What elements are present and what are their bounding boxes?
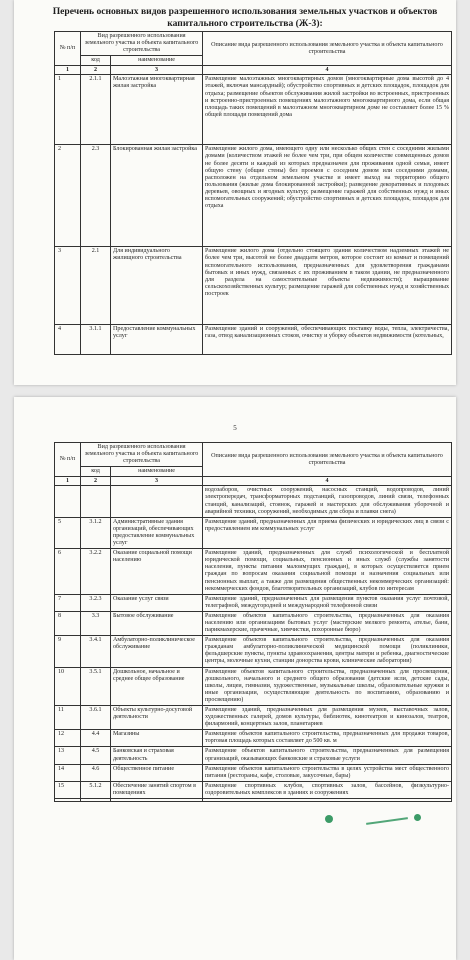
row-code: 3.1.1	[81, 325, 111, 355]
green-ink-scribble	[366, 817, 408, 825]
column-index: 4	[203, 477, 452, 486]
row-code: 3.6.1	[81, 706, 111, 730]
header-name: наименование	[111, 467, 203, 477]
row-name: Банковская и страховая деятельность	[111, 747, 203, 764]
table-row	[55, 517, 452, 548]
row-name: Дошкольное, начальное и среднее общее образование	[111, 667, 203, 705]
row-number: 10	[55, 667, 81, 705]
row-number: 4	[55, 325, 81, 355]
row-name: Амбулаторно-поликлиническое обслуживание	[111, 636, 203, 667]
document-page-1	[14, 0, 456, 385]
row-name: Бытовое обслуживание	[111, 611, 203, 635]
row-code: 3.3	[81, 611, 111, 635]
row-code: 4.6	[81, 764, 111, 781]
column-index: 3	[111, 477, 203, 486]
row-description	[203, 799, 452, 802]
row-name: Административные здания организаций, обеспечивающих предоставление коммунальных услуг	[111, 517, 203, 548]
header-num: № п/п	[55, 443, 81, 477]
header-description: Описание вида разрешенного использования земельного участка и объекта капитального строительства	[203, 32, 452, 66]
table-row	[55, 549, 452, 595]
row-number: 12	[55, 730, 81, 747]
page-number: 5	[233, 424, 237, 432]
green-ink-mark	[414, 814, 421, 821]
header-kind-group: Вид разрешенного использования земельного участка и объекта капитального строительства	[81, 32, 203, 56]
column-index: 1	[55, 66, 81, 75]
row-number: 5	[55, 517, 81, 548]
row-number: 14	[55, 764, 81, 781]
row-name: Оказание социальной помощи населению	[111, 549, 203, 595]
row-description: Размещение жилого дома, имеющего одну или несколько общих стен с соседними жилыми домами (количеством этажей не более чем три, при общем количестве совмещенных домов не более десяти и каждый из которых предназначен для проживания одной семьи, имеет общую стену (общие стены) без проемов с соседним домом или соседними домами, расположен на отдельном земельном участке и имеет выход на территорию общего пользования (жилые дома блокированной застройки); разведение декоративных и плодовых деревьев, овощных и ягодных культур; размещение гаражей для собственных нужд и иных вспомогательных сооружений; обустройство спортивных и детских площадок, площадок для отдыха	[203, 145, 452, 247]
table-row	[55, 636, 452, 667]
header-code: код	[81, 467, 111, 477]
column-index: 1	[55, 477, 81, 486]
green-ink-mark	[325, 815, 333, 823]
header-description: Описание вида разрешенного использования земельного участка и объекта капитального строительства	[203, 443, 452, 477]
row-description: Размещение жилого дома (отдельно стоящего здания количеством надземных этажей не более чем три, высотой не более двадцати метров, которое состоит из комнат и помещений вспомогательного использования, предназначенных для удовлетворения гражданами бытовых и иных нужд, связанных с их проживанием в таком здании, не предназначенного для раздела на самостоятельные объекты недвижимости); выращивание сельскохозяйственных культур; размещение гаражей для собственных нужд и хозяйственных построек	[203, 247, 452, 325]
row-name	[111, 799, 203, 802]
row-number: 2	[55, 145, 81, 247]
row-number: 9	[55, 636, 81, 667]
column-index-row	[55, 66, 452, 75]
document-page-2	[14, 397, 456, 960]
row-code: 3.1.2	[81, 517, 111, 548]
row-code: 4.5	[81, 747, 111, 764]
table-row	[55, 325, 452, 355]
row-code: 3.5.1	[81, 667, 111, 705]
column-index-row	[55, 477, 452, 486]
row-description: Размещение объектов капитального строительства, предназначенных для размещения организаций, оказывающих банковские и страховые услуги	[203, 747, 452, 764]
row-name: Общественное питание	[111, 764, 203, 781]
zoning-table-page-1	[54, 31, 452, 355]
row-number: 7	[55, 594, 81, 611]
table-row	[55, 706, 452, 730]
row-number: 13	[55, 747, 81, 764]
column-index: 2	[81, 66, 111, 75]
table-row	[55, 667, 452, 705]
row-number: 11	[55, 706, 81, 730]
row-code: 3.2.2	[81, 549, 111, 595]
row-code: 2.1	[81, 247, 111, 325]
zoning-table-page-2	[54, 442, 452, 802]
row-description: Размещение зданий, предназначенных для служб психологической и бесплатной юридической помощи, социальных, пенсионных и иных служб (службы занятости населения, пункты питания малоимущих граждан), в которых осуществляется прием граждан по вопросам оказания социальной помощи и назначения социальных или пенсионных выплат, а также для размещения общественных некоммерческих организаций: некоммерческих фондов, благотворительных организаций, клубов по интересам	[203, 549, 452, 595]
header-name: наименование	[111, 56, 203, 66]
row-description: Размещение объектов капитального строительства, предназначенных для просвещения, дошкольного, начального и среднего общего образования (детские ясли, детские сады, школы, лицеи, гимназии, художественные, музыкальные школы, образовательные кружки и иные организации, осуществляющие деятельность по воспитанию, образованию и просвещению)	[203, 667, 452, 705]
header-kind-group: Вид разрешенного использования земельного участка и объекта капитального строительства	[81, 443, 203, 467]
row-description: Размещение зданий и сооружений, обеспечивающих поставку воды, тепла, электричества, газа, отвод канализационных стоков, очистку и уборку объектов недвижимости (котельных,	[203, 325, 452, 355]
header-code: код	[81, 56, 111, 66]
row-code	[81, 486, 111, 517]
table-header-row	[55, 32, 452, 56]
row-description: Размещение объектов капитального строительства, предназначенных для оказания гражданам амбулаторно-поликлинической медицинской помощи (поликлиники, фельдшерские пункты, пункты здравоохранения, центры матери и ребенка, диагностические центры, молочные кухни, станции донорства крови, клинические лаборатории)	[203, 636, 452, 667]
row-code: 3.2.3	[81, 594, 111, 611]
row-number: 6	[55, 549, 81, 595]
row-number	[55, 799, 81, 802]
table-row	[55, 594, 452, 611]
row-name: Оказание услуг связи	[111, 594, 203, 611]
row-number: 15	[55, 781, 81, 798]
row-name: Для индивидуального жилищного строительства	[111, 247, 203, 325]
column-index: 4	[203, 66, 452, 75]
table-row	[55, 747, 452, 764]
row-description: Размещение зданий, предназначенных для размещения музеев, выставочных залов, художественных галерей, домов культуры, библиотек, кинотеатров и кинозалов, театров, филармоний, концертных залов, планетариев	[203, 706, 452, 730]
row-description: Размещение зданий, предназначенных для приема физических и юридических лиц в связи с предоставлением им коммунальных услуг	[203, 517, 452, 548]
table-row	[55, 799, 452, 802]
row-number: 3	[55, 247, 81, 325]
row-name: Малоэтажная многоквартирная жилая застройка	[111, 75, 203, 145]
row-name: Блокированная жилая застройка	[111, 145, 203, 247]
row-name: Предоставление коммунальных услуг	[111, 325, 203, 355]
document-title: Перечень основных видов разрешенного использования земельных участков и объектов капитального строительства (Ж-3):	[52, 6, 438, 29]
table-row	[55, 611, 452, 635]
table-row	[55, 730, 452, 747]
row-description: Размещение объектов капитального строительства, предназначенных для оказания населению или организациям бытовых услуг (мастерские мелкого ремонта, ателье, бани, парикмахерские, прачечные, химчистки, похоронные бюро)	[203, 611, 452, 635]
row-description: Размещение зданий, предназначенных для размещения пунктов оказания услуг почтовой, телеграфной, междугородней и международной телефонной связи	[203, 594, 452, 611]
row-description: водозаборов, очистных сооружений, насосных станций, водопроводов, линий электропередач, трансформаторных подстанций, газопроводов, линий связи, телефонных станций, канализаций, стоянок, гаражей и мастерских для обслуживания уборочной и аварийной техники, сооружений, необходимых для сбора и плавки снега)	[203, 486, 452, 517]
row-code: 4.4	[81, 730, 111, 747]
row-code: 2.3	[81, 145, 111, 247]
row-code	[81, 799, 111, 802]
row-description: Размещение малоэтажных многоквартирных домов (многоквартирные дома высотой до 4 этажей, включая мансардный); обустройство спортивных и детских площадок, площадок для отдыха; размещение объектов обслуживания жилой застройки во встроенных, пристроенных и встроенно-пристроенных помещениях малоэтажного многоквартирного дома, если общая площадь таких помещений в малоэтажном многоквартирном доме не составляет более 15 % общей площади помещений дома	[203, 75, 452, 145]
row-description: Размещение объектов капитального строительства в целях устройства мест общественного питания (рестораны, кафе, столовые, закусочные, бары)	[203, 764, 452, 781]
table-header-row	[55, 443, 452, 467]
row-number: 8	[55, 611, 81, 635]
row-description: Размещение объектов капитального строительства, предназначенных для продажи товаров, торговая площадь которых составляет до 500 кв. м	[203, 730, 452, 747]
row-name: Обеспечение занятий спортом в помещениях	[111, 781, 203, 798]
row-name	[111, 486, 203, 517]
table-row	[55, 764, 452, 781]
table-row	[55, 781, 452, 798]
column-index: 2	[81, 477, 111, 486]
row-code: 2.1.1	[81, 75, 111, 145]
table-row	[55, 145, 452, 247]
row-number: 1	[55, 75, 81, 145]
row-name: Магазины	[111, 730, 203, 747]
row-code: 3.4.1	[81, 636, 111, 667]
table-row	[55, 247, 452, 325]
row-code: 5.1.2	[81, 781, 111, 798]
column-index: 3	[111, 66, 203, 75]
row-description: Размещение спортивных клубов, спортивных залов, бассейнов, физкультурно-оздоровительных комплексов в зданиях и сооружениях	[203, 781, 452, 798]
table-row	[55, 75, 452, 145]
row-name: Объекты культурно-досуговой деятельности	[111, 706, 203, 730]
header-num: № п/п	[55, 32, 81, 66]
row-number	[55, 486, 81, 517]
table-row	[55, 486, 452, 517]
